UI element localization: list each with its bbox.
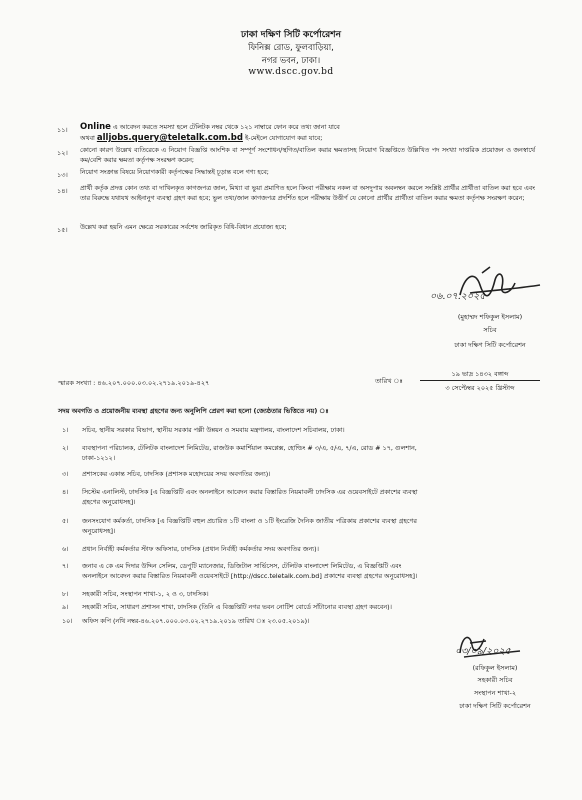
dist-item-8: সহকারী সচিব, সংস্থাপন শাখা-১, ২ ও ৩, ঢাদসিক। — [82, 590, 209, 598]
date-divider — [420, 380, 540, 381]
dist-num: ৮। — [62, 590, 69, 598]
email-link[interactable]: alljobs.query@teletalk.com.bd — [96, 133, 243, 143]
dist-num: ১০। — [62, 617, 73, 625]
dist-item-6: প্রধান নির্বাহী কর্মকর্তার স্টাফ অফিসার, ঢাদসিক (প্রধান নির্বাহী কর্মকর্তার সদয় অবগতির জন্য)। — [82, 545, 319, 553]
dist-num: ২। — [62, 444, 69, 452]
item-number: ১৫। — [57, 226, 68, 234]
dist-num: ৭। — [62, 562, 69, 570]
address-line-1: ফিনিক্স রোড, ফুলবাড়িয়া, — [248, 43, 334, 53]
signer2-name: (রফিকুল ইসলাম) — [472, 664, 518, 672]
signer2-title: সহকারী সচিব — [477, 676, 513, 684]
dist-item-2-cont: ঢাকা-১২১২। — [82, 454, 115, 462]
signature-date: ০৬.০৭.২০২৫ — [430, 291, 486, 302]
signer2-org: ঢাকা দক্ষিণ সিটি কর্পোরেশন — [459, 702, 531, 710]
item-11-text-2: ই-মেইলে যোগাযোগ করা যাবে; — [242, 135, 323, 142]
dist-item-2: ব্যবস্থাপনা পরিচালক, টেলিটক বাংলাদেশ লিমিটেড, রাজউক কমার্শিয়াল কমপ্লেক্স, হোল্ডিং # ৩/এ, ৫/এ, ৭/এ, রোড # ১৭, গুলশান, — [82, 444, 417, 452]
dist-item-10: অফিস কপি (নথি নম্বর-৪৬.২০৭.০০০.০৩.০২.২৭১৯.২০১৯ তারিখ ঃ ২৩.০৫.২০১৯)। — [82, 617, 310, 625]
org-title: ঢাকা দক্ষিণ সিটি কর্পোরেশন — [241, 30, 341, 40]
date-label: তারিখ ঃ — [375, 377, 403, 385]
signer-title: সচিব — [483, 326, 497, 334]
item-11-or: অথবা — [80, 135, 97, 142]
dist-num: ৪। — [62, 488, 69, 496]
dist-item-9: সহকারী সচিব, সাধারণ প্রশাসন শাখা, ঢাদসিক (তিনি এ বিজ্ঞপ্তিটি নগর ভবন নোটিশ বোর্ডে সাঁটানোর ব্যবস্থা গ্রহণ করবেন)। — [82, 603, 392, 611]
dist-num: ১। — [62, 426, 69, 434]
dist-num: ৩। — [62, 470, 69, 478]
item-number: ১১। — [57, 126, 68, 134]
signer-org: ঢাকা দক্ষিণ সিটি কর্পোরেশন — [454, 341, 526, 349]
online-label: Online — [80, 122, 111, 132]
item-12: কোনো কারণ উল্লেখ ব্যতিরেকে এ নিয়োগ বিজ্ঞপ্তি আংশিক বা সম্পূর্ণ সংশোধন/স্থগিত/বাতিল করার ক্ষমতাসহ নিয়োগ বিজ্ঞপ্তিতে উল্লিখিত পদ সংখ্যা দাপ্তরিক প্রয়োজন ও জনস্বার্থে কম/বেশি করার ক্ষমতা কর্তৃপক্ষ সংরক্ষণ করেন; — [80, 147, 535, 164]
dist-item-4-cont: গ্রহণের অনুরোধসহ]। — [82, 498, 136, 506]
dist-num: ৫। — [62, 517, 69, 525]
date-english: ৩ সেপ্টেম্বর ২০২৫ খ্রিস্টাব্দ — [445, 384, 515, 392]
address-line-2: নগর ভবন, ঢাকা। — [261, 56, 321, 66]
item-number: ১৩। — [57, 171, 68, 179]
date-bangla: ১৯ ভাদ্র ১৪৩২ বঙ্গাব্দ — [451, 370, 509, 378]
memo-reference: স্মারক সংখ্যা : ৪৬.২০৭.০০০.০৩.০২.২৭১৯.২০১৯-৪২৭ — [58, 379, 210, 387]
signer2-dept: সংস্থাপন শাখা-২ — [473, 689, 517, 697]
distribution-heading: সদয় অবগতি ও প্রয়োজনীয় ব্যবস্থা গ্রহণের জন্য অনুলিপি প্রেরণ করা হলো (জ্যেষ্ঠতার ভিত্তিতে নয়) ঃ — [58, 407, 329, 415]
dist-item-4: সিস্টেম এনালিস্ট, ঢাদসিক [এ বিজ্ঞপ্তিটি এবং অনলাইনে আবেদন করার বিস্তারিত নিয়মাবলী ঢাদসিক এর ওয়েবসাইটে প্রকাশের ব্যবস্থা — [82, 488, 418, 496]
signature-date-2: ০৩/০৯/২০২৫ — [455, 646, 511, 657]
dist-item-5: জনসংযোগ কর্মকর্তা, ঢাদসিক [এ বিজ্ঞপ্তিটি বহুল প্রচারিত ১টি বাংলা ও ১টি ইংরেজি দৈনিক জাতীয় পত্রিকায় প্রকাশের ব্যবস্থা গ্রহণের — [82, 517, 417, 525]
item-number: ১২। — [57, 149, 68, 157]
dist-item-7-cont: অনলাইনে আবেদন করার বিস্তারিত নিয়মাবলী ওয়েবসাইটে [http://dscc.teletalk.com.bd] প্রকাশের ব্যবস্থা গ্রহণের অনুরোধসহ]। — [82, 572, 418, 580]
dist-item-7: জনাব এ কে এম দিদার উদ্দিন সেলিম, ডেপুটি ম্যানেজার, ডিজিটাল সার্ভিসেস, টেলিটক বাংলাদেশ লিমিটেড, এ বিজ্ঞপ্তিটি এবং — [82, 562, 402, 570]
dist-num: ৯। — [62, 603, 69, 611]
dist-item-5-cont: অনুরোধসহ]। — [82, 527, 116, 535]
item-15: উল্লেখ করা হয়নি এমন ক্ষেত্রে সরকারের সর্বশেষ জারিকৃত বিধি-বিধান প্রযোজ্য হবে; — [80, 224, 287, 231]
dist-num: ৬। — [62, 545, 69, 553]
signer-name: (মুহাম্মদ শফিকুল ইসলাম) — [457, 313, 523, 321]
item-13: নিয়োগ সংক্রান্ত বিষয়ে নিয়োগকারী কর্তৃপক্ষের সিদ্ধান্তই চূড়ান্ত বলে গণ্য হবে; — [80, 169, 269, 176]
dist-item-1: সচিব, স্থানীয় সরকার বিভাগ, স্থানীয় সরকার পল্লী উন্নয়ন ও সমবায় মন্ত্রণালয়, বাংলাদেশ সচিবালয়, ঢাকা। — [82, 426, 345, 434]
item-11-text: এ আবেদন করতে সমস্যা হলে টেলিটক নম্বর থেকে ১২১ নাম্বারে ফোন করে তথ্য জানা যাবে — [110, 124, 340, 131]
item-number: ১৪। — [57, 187, 68, 195]
item-14: প্রার্থী কর্তৃক প্রদত্ত কোন তথ্য বা দাখিলকৃত কাগজপত্র জাল, মিথ্যা বা ভুয়া প্রমাণিত হলে কিংবা পরীক্ষায় নকল বা অসদুপায় অবলম্বন করলে সংশ্লিষ্ট প্রার্থীর প্রার্থীতা বাতিল করা হবে এবং তার বিরুদ্ধে যথাযথ আইনানুগ ব্যবস্থা গ্রহণ করা হবে; ভুল তথ্য/জাল কাগজপত্র প্রদর্শিত হলে পরীক্ষায় উত্তীর্ণ যে কোনো প্রার্থীর প্রার্থীতা বাতিল করার ক্ষমতা কর্তৃপক্ষ সংরক্ষণ করেন; — [80, 185, 535, 202]
website: www.dscc.gov.bd — [248, 67, 334, 77]
dist-item-3: প্রশাসকের একান্ত সচিব, ঢাদসিক (প্রশাসক মহোদয়ের সদয় অবগতির জন্য)। — [82, 470, 271, 478]
item-11 — [80, 122, 535, 144]
